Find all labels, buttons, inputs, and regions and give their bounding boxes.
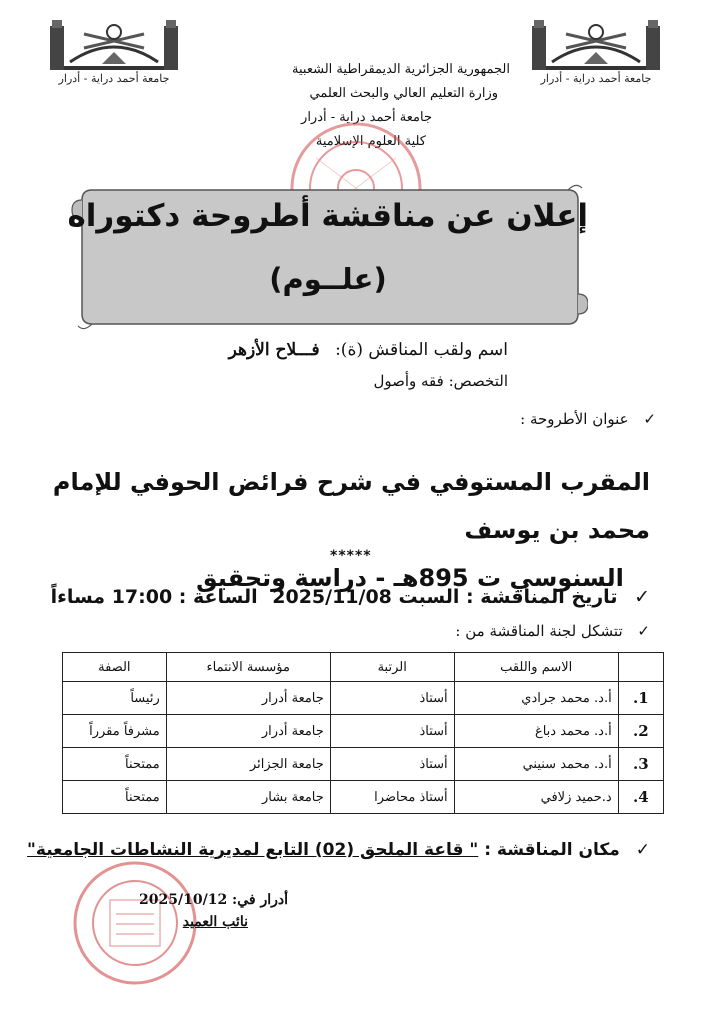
university-logo-right	[526, 12, 666, 92]
header-name: الاسم واللقب	[454, 653, 618, 682]
thesis-title	[50, 458, 650, 602]
table-row	[63, 715, 664, 748]
row-num: 4.	[618, 781, 663, 814]
announcement-subtitle: (علــوم)	[269, 262, 387, 296]
member-role: ممتحناً	[63, 748, 167, 781]
row-num: 1.	[618, 682, 663, 715]
thesis-title-line-2: السنوسي ت 895هـ - دراسة وتحقيق	[196, 564, 624, 592]
table-row	[63, 748, 664, 781]
thesis-label-line	[520, 410, 656, 428]
place-value: " قاعة الملحق (02) التابع لمديرية النشاطات الجامعية"	[27, 840, 479, 860]
member-rank: أستاذ	[330, 682, 454, 715]
defense-place-line	[27, 840, 650, 860]
member-institution: جامعة بشار	[166, 781, 330, 814]
member-rank: أستاذ محاضرا	[330, 781, 454, 814]
candidate-name-line	[229, 340, 508, 360]
specialty-label: التخصص:	[448, 372, 508, 390]
check-mark-icon: ✓	[635, 840, 650, 860]
candidate-name-label: اسم ولقب المناقش (ة):	[335, 340, 508, 360]
university-emblem-icon	[526, 12, 666, 74]
defense-date-line	[51, 586, 650, 608]
member-name: أ.د. محمد دباغ	[454, 715, 618, 748]
member-role: ممتحناً	[63, 781, 167, 814]
signature-title: نائب العميد	[182, 914, 248, 930]
committee-table	[62, 652, 664, 814]
defense-day: السبت	[398, 586, 460, 608]
table-row	[63, 781, 664, 814]
thesis-title-line-1: المقرب المستوفي في شرح فرائض الحوفي للإمام محمد بن يوسف	[52, 468, 650, 544]
committee-label: تتشكل لجنة المناقشة من :	[455, 622, 623, 640]
date-label: تاريخ المناقشة :	[466, 586, 618, 608]
committee-label-line	[455, 622, 650, 640]
university-name: جامعة أحمد دراية - أدرار	[301, 110, 432, 125]
header-role: الصفة	[63, 653, 167, 682]
member-institution: جامعة أدرار	[166, 715, 330, 748]
signature-date: أدرار في: 2025/10/12	[139, 892, 288, 908]
member-institution: جامعة أدرار	[166, 682, 330, 715]
candidate-name-value: فـــلاح الأزهر	[228, 340, 320, 360]
defense-date: 2025/11/08	[272, 586, 392, 608]
official-stamp-icon	[70, 858, 200, 988]
ministry-name: وزارة التعليم العالي والبحث العلمي	[309, 86, 498, 101]
time-label: الساعة :	[178, 586, 258, 608]
row-num: 3.	[618, 748, 663, 781]
separator-stars: *****	[330, 548, 372, 564]
country-name: الجمهورية الجزائرية الديمقراطية الشعبية	[292, 62, 510, 77]
defense-time: 17:00 مساءاً	[50, 586, 173, 608]
member-rank: أستاذ	[330, 715, 454, 748]
university-logo-left	[44, 12, 184, 92]
member-name: أ.د. محمد سنيني	[454, 748, 618, 781]
check-mark-icon: ✓	[643, 410, 656, 428]
specialty-value: فقه وأصول	[373, 372, 444, 390]
logo-caption: جامعة أحمد دراية - أدرار	[540, 72, 652, 85]
check-mark-icon: ✓	[634, 586, 650, 608]
header-institution: مؤسسة الانتماء	[166, 653, 330, 682]
table-header-row	[63, 653, 664, 682]
member-name: أ.د. محمد جرادي	[454, 682, 618, 715]
row-num: 2.	[618, 715, 663, 748]
member-role: رئيساً	[63, 682, 167, 715]
university-emblem-icon	[44, 12, 184, 74]
announcement-banner	[68, 182, 588, 332]
header-rank: الرتبة	[330, 653, 454, 682]
header-num	[618, 653, 663, 682]
announcement-title: إعلان عن مناقشة أطروحة دكتوراه	[67, 198, 588, 234]
faculty-name: كلية العلوم الإسلامية	[315, 134, 426, 149]
specialty-line	[373, 372, 508, 390]
logo-caption: جامعة أحمد دراية - أدرار	[58, 72, 170, 85]
member-role: مشرفاً مقرراً	[63, 715, 167, 748]
thesis-label: عنوان الأطروحة :	[520, 410, 629, 428]
table-row	[63, 682, 664, 715]
member-name: د.حميد زلافي	[454, 781, 618, 814]
check-mark-icon: ✓	[637, 622, 650, 640]
member-rank: أستاذ	[330, 748, 454, 781]
member-institution: جامعة الجزائر	[166, 748, 330, 781]
place-label: مكان المناقشة :	[484, 840, 620, 860]
